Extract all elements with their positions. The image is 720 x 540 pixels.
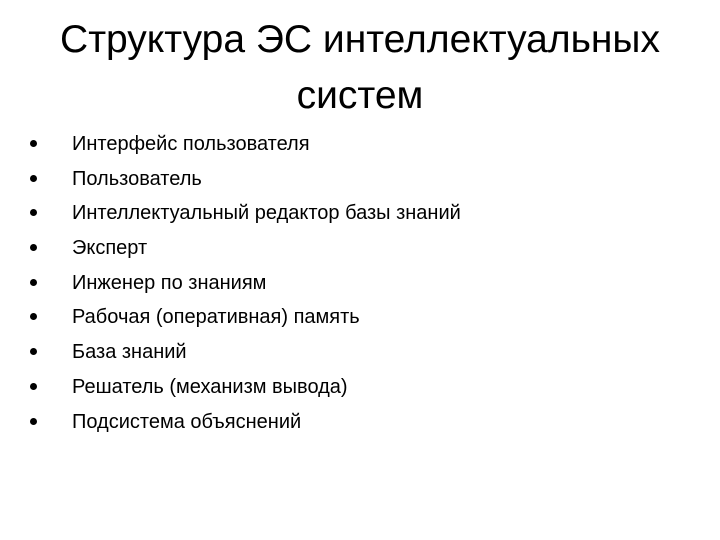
bullet-text: Инженер по знаниям [72, 271, 267, 294]
bullet-item [30, 164, 690, 199]
bullet-text: Решатель (механизм вывода) [72, 375, 348, 398]
bullet-icon [30, 244, 37, 251]
bullet-text: Подсистема объяснений [72, 410, 302, 433]
bullet-item [30, 198, 690, 233]
bullet-item [30, 302, 690, 337]
bullet-item [30, 407, 690, 442]
bullet-item [30, 268, 690, 303]
bullet-icon [30, 279, 37, 286]
bullet-icon [30, 383, 37, 390]
bullet-item [30, 337, 690, 372]
slide-title-line-2: систем [296, 74, 424, 117]
bullet-text: Рабочая (оперативная) память [72, 306, 360, 329]
bullet-icon [30, 348, 37, 355]
bullet-item [30, 372, 690, 407]
bullet-icon [30, 140, 37, 147]
slide-title [40, 12, 680, 124]
slide-title-line-1: Структура ЭС интеллектуальных [60, 18, 660, 61]
bullet-text: База знаний [72, 341, 187, 364]
bullet-text: Эксперт [72, 237, 148, 260]
bullet-icon [30, 175, 37, 182]
bullet-item [30, 129, 690, 164]
bullet-item [30, 233, 690, 268]
bullet-text: Интеллектуальный редактор базы знаний [72, 202, 461, 225]
bullet-list [30, 129, 690, 441]
bullet-icon [30, 313, 37, 320]
bullet-icon [30, 209, 37, 216]
bullet-icon [30, 418, 37, 425]
bullet-text: Интерфейс пользователя [72, 133, 310, 155]
bullet-text: Пользователь [72, 167, 202, 190]
